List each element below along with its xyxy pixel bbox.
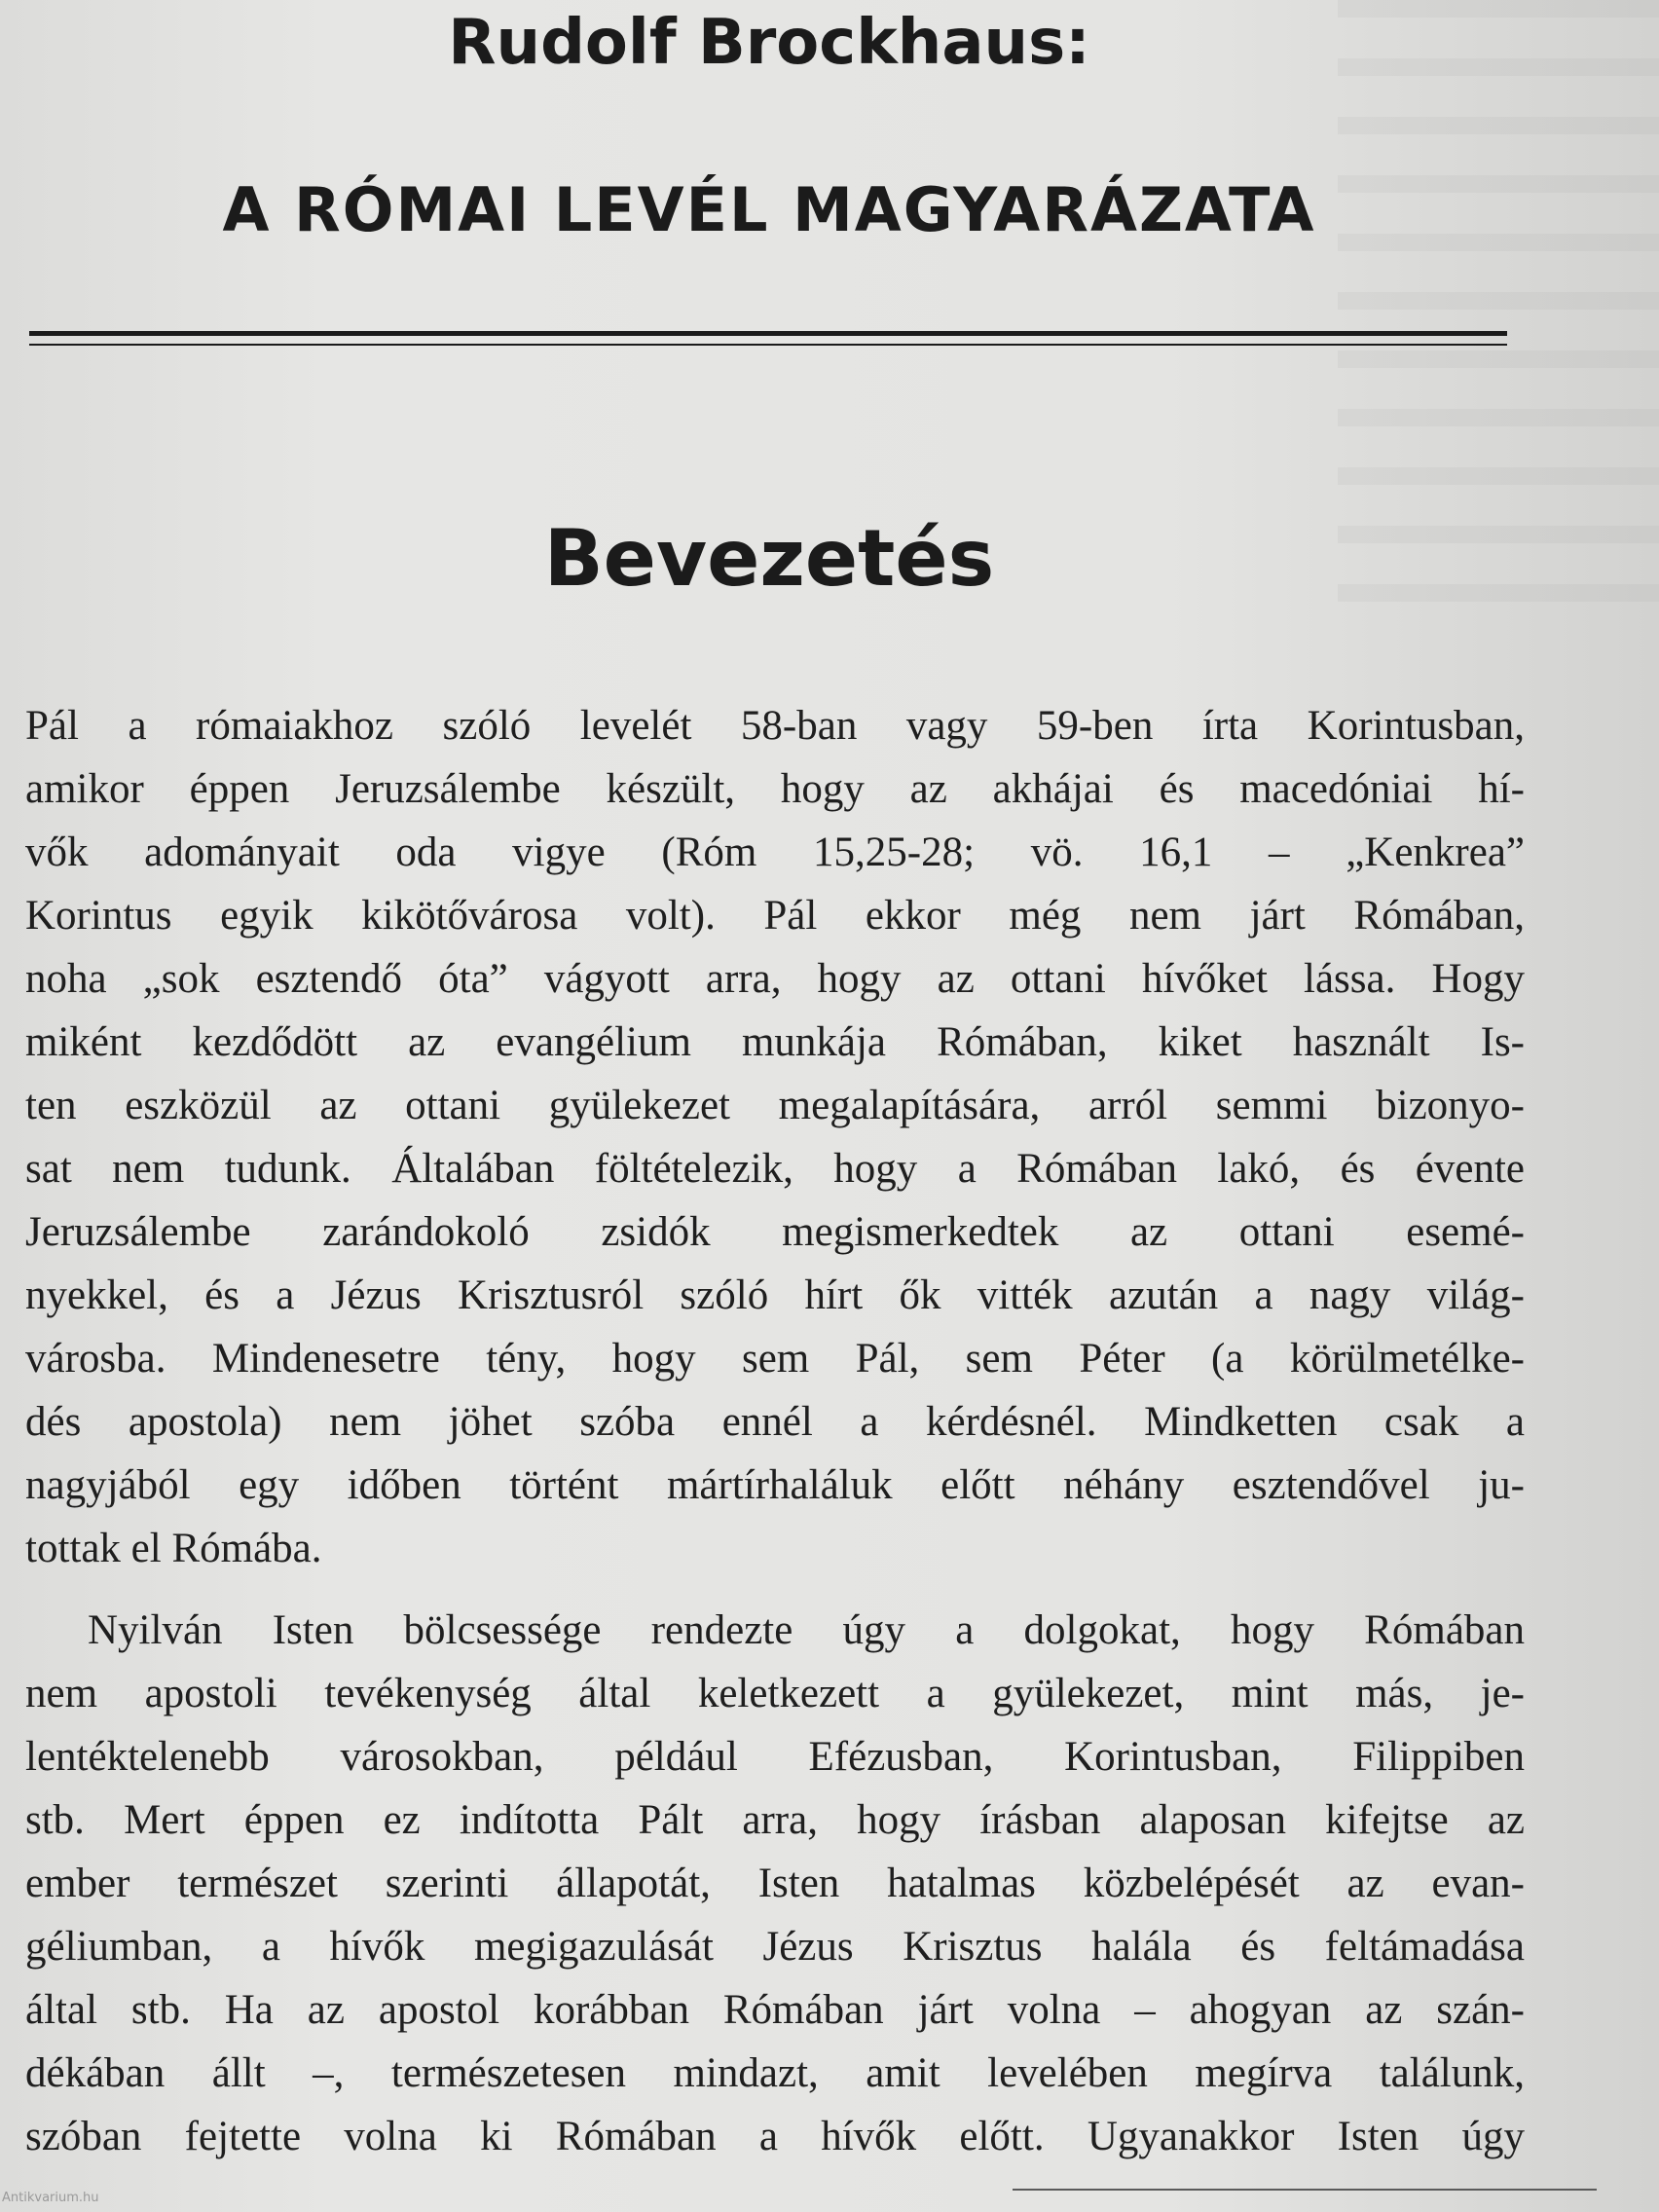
watermark: Antikvarium.hu	[2, 2191, 99, 2205]
text-line: stb. Mert éppen ez indította Pált arra, hogy írásban alaposan kifejtse az	[25, 1797, 1525, 1843]
text-line: géliumban, a hívők megigazulását Jézus Krisztus halála és feltámadása	[25, 1924, 1525, 1970]
text-line: noha „sok esztendő óta” vágyott arra, hogy az ottani hívőket lássa. Hogy	[25, 956, 1525, 1002]
paragraph-2	[25, 1599, 1525, 2168]
text-line: nagyjából egy időben történt mártírhaláluk előtt néhány esztendővel ju-	[25, 1462, 1525, 1508]
text-line: nem apostoli tevékenység által keletkezett a gyülekezet, mint más, je-	[25, 1671, 1525, 1716]
text-line: szóban fejtette volna ki Rómában a hívők előtt. Ugyanakkor Isten úgy	[25, 2114, 1525, 2159]
text-line: ten eszközül az ottani gyülekezet megalapítására, arról semmi bizonyo-	[25, 1083, 1525, 1128]
footer-rule	[1013, 2189, 1597, 2191]
text-line: Korintus egyik kikötővárosa volt). Pál ekkor még nem járt Rómában,	[25, 893, 1525, 939]
text-line: amikor éppen Jeruzsálembe készült, hogy az akhájai és macedóniai hí-	[25, 766, 1525, 812]
text-line: ember természet szerinti állapotát, Isten hatalmas közbelépését az evan-	[25, 1861, 1525, 1906]
text-line: Nyilván Isten bölcsessége rendezte úgy a dolgokat, hogy Rómában	[88, 1607, 1525, 1653]
paragraph-1	[25, 694, 1525, 1580]
text-line: sat nem tudunk. Általában föltételezik, hogy a Rómában lakó, és évente	[25, 1146, 1525, 1192]
author-heading: Rudolf Brockhaus:	[448, 7, 1090, 79]
text-line: dés apostola) nem jöhet szóba ennél a kérdésnél. Mindketten csak a	[25, 1399, 1525, 1445]
text-line: dékában állt –, természetesen mindazt, amit levelében megírva találunk,	[25, 2050, 1525, 2096]
text-line: Jeruzsálembe zarándokoló zsidók megismerkedtek az ottani esemé-	[25, 1209, 1525, 1255]
text-line: Pál a rómaiakhoz szóló levelét 58-ban vagy 59-ben írta Korintusban,	[25, 703, 1525, 749]
section-title: Bevezetés	[543, 513, 995, 604]
text-line: tottak el Rómába.	[25, 1526, 322, 1571]
text-line: által stb. Ha az apostol korábban Rómában járt volna – ahogyan az szán-	[25, 1987, 1525, 2033]
title-rule-thick	[29, 331, 1507, 336]
text-line: városba. Mindenesetre tény, hogy sem Pál, sem Péter (a körülmetélke-	[25, 1336, 1525, 1382]
book-title: A RÓMAI LEVÉL MAGYARÁZATA	[222, 174, 1316, 245]
text-line: miként kezdődött az evangélium munkája Rómában, kiket használt Is-	[25, 1019, 1525, 1065]
text-line: vők adományait oda vigye (Róm 15,25-28; vö. 16,1 – „Kenkrea”	[25, 830, 1525, 875]
text-line: lentéktelenebb városokban, például Efézusban, Korintusban, Filippiben	[25, 1734, 1525, 1780]
text-line: nyekkel, és a Jézus Krisztusról szóló hírt ők vitték azután a nagy világ-	[25, 1272, 1525, 1318]
title-rule-thin	[29, 344, 1507, 346]
